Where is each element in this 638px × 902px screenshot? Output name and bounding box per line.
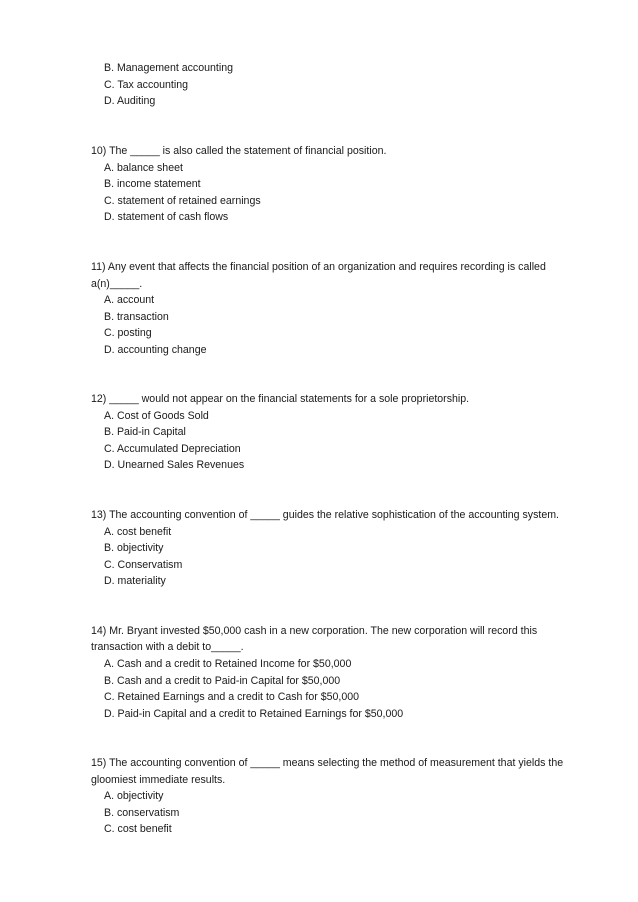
question-11-option-a: A. account	[104, 294, 155, 306]
question-15-option-a: A. objectivity	[104, 790, 164, 802]
question-15-option-b: B. conservatism	[104, 807, 180, 819]
question-13-option-c: C. Conservatism	[104, 559, 183, 571]
question-14-option-c: C. Retained Earnings and a credit to Cash for $50,000	[104, 691, 359, 703]
question-10-option-c: C. statement of retained earnings	[104, 195, 261, 207]
question-14-text-cont: transaction with a debit to_____.	[91, 641, 244, 653]
question-14-option-d: D. Paid-in Capital and a credit to Retained Earnings for $50,000	[104, 708, 404, 720]
question-13-option-a: A. cost benefit	[104, 526, 172, 538]
question-12-option-c: C. Accumulated Depreciation	[104, 443, 241, 455]
option-carryover-d: D. Auditing	[104, 95, 156, 107]
question-12-option-b: B. Paid-in Capital	[104, 426, 186, 438]
question-13-option-b: B. objectivity	[104, 542, 164, 554]
option-carryover-c: C. Tax accounting	[104, 79, 189, 91]
question-12-option-a: A. Cost of Goods Sold	[104, 410, 209, 422]
question-11-text-cont: a(n)_____.	[91, 278, 143, 290]
question-10-option-d: D. statement of cash flows	[104, 211, 229, 223]
question-10-option-a: A. balance sheet	[104, 162, 183, 174]
question-15-text-cont: gloomiest immediate results.	[91, 774, 226, 786]
question-11-text: 11) Any event that affects the financial position of an organization and requires recording is called	[91, 261, 546, 273]
question-11-option-b: B. transaction	[104, 311, 169, 323]
question-15-option-c: C. cost benefit	[104, 823, 172, 835]
question-10-text: 10) The _____ is also called the statement of financial position.	[91, 145, 387, 157]
question-10-option-b: B. income statement	[104, 178, 201, 190]
question-13-option-d: D. materiality	[104, 575, 166, 587]
question-14-option-a: A. Cash and a credit to Retained Income for $50,000	[104, 658, 352, 670]
question-12-option-d: D. Unearned Sales Revenues	[104, 459, 245, 471]
question-13-text: 13) The accounting convention of _____ guides the relative sophistication of the accounting system.	[91, 509, 559, 521]
question-12-text: 12) _____ would not appear on the financial statements for a sole proprietorship.	[91, 393, 470, 405]
question-14-text: 14) Mr. Bryant invested $50,000 cash in a new corporation. The new corporation will record this	[91, 625, 538, 637]
question-11-option-c: C. posting	[104, 327, 152, 339]
question-14-option-b: B. Cash and a credit to Paid-in Capital for $50,000	[104, 675, 341, 687]
question-15-text: 15) The accounting convention of _____ means selecting the method of measurement that yields the	[91, 757, 564, 769]
question-11-option-d: D. accounting change	[104, 344, 207, 356]
option-carryover-b: B. Management accounting	[104, 62, 233, 74]
